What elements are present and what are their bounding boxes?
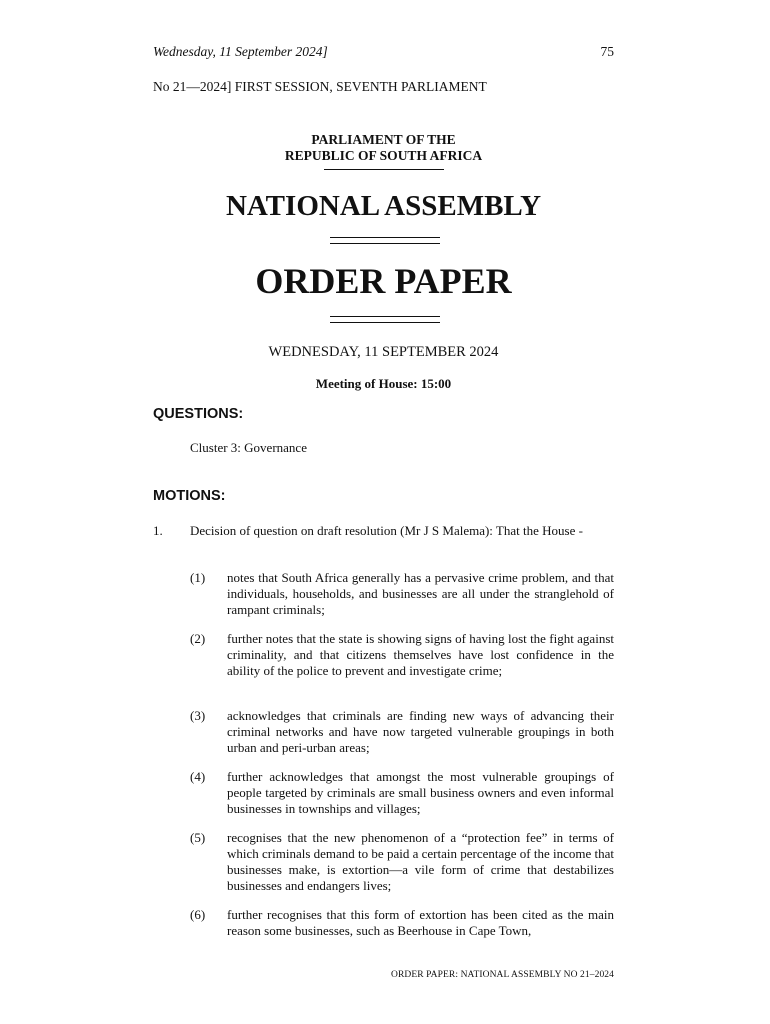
- double-rule: [330, 316, 440, 323]
- subitem-text: further acknowledges that amongst the most vulnerable groupings of people targeted by criminals are small business owners and even informal businesses in townships and villages;: [227, 769, 614, 816]
- subitem-number: (2): [190, 631, 206, 646]
- motion-item-intro: Decision of question on draft resolution (Mr J S Malema): That the House -: [190, 523, 583, 538]
- subitem-number: (4): [190, 769, 206, 784]
- motion-item-number: 1.: [153, 523, 163, 538]
- meeting-time: Meeting of House: 15:00: [315, 376, 452, 391]
- subitem-text: further recognises that this form of extortion has been cited as the main reason some businesses, such as Beerhouse in Cape Town,: [227, 907, 614, 938]
- parliament-heading: [153, 132, 614, 170]
- page-footer: ORDER PAPER: NATIONAL ASSEMBLY NO 21–2024: [391, 970, 614, 980]
- parliament-line-2: REPUBLIC OF SOUTH AFRICA: [284, 148, 483, 163]
- subitem-text: acknowledges that criminals are finding new ways of advancing their criminal networks and have now targeted vulnerable groupings in both urban and peri-urban areas;: [227, 708, 614, 755]
- session-line: No 21—2024] FIRST SESSION, SEVENTH PARLIAMENT: [153, 79, 487, 94]
- subitem-text: notes that South Africa generally has a pervasive crime problem, and that individuals, households, and businesses are all under the stranglehold of rampant criminals;: [227, 570, 614, 617]
- house-title: NATIONAL ASSEMBLY: [225, 190, 542, 222]
- subitem-number: (6): [190, 907, 206, 922]
- double-rule: [330, 237, 440, 244]
- sitting-date: WEDNESDAY, 11 SEPTEMBER 2024: [268, 344, 499, 360]
- subitem-number: (3): [190, 708, 206, 723]
- heading-rule: [324, 169, 444, 170]
- questions-heading: QUESTIONS:: [153, 406, 244, 422]
- document-title: ORDER PAPER: [255, 261, 512, 301]
- page-number: 75: [600, 44, 614, 59]
- parliament-line-1: PARLIAMENT OF THE: [311, 132, 456, 147]
- running-head: [153, 44, 614, 60]
- subitem-text: recognises that the new phenomenon of a “protection fee” in terms of which criminals demand to be paid a certain percentage of the income that businesses make, is extortion—a vile form of crime that destabilizes businesses and endangers lives;: [227, 830, 614, 893]
- subitem-number: (1): [190, 570, 206, 585]
- subitem-number: (5): [190, 830, 206, 845]
- running-head-date: Wednesday, 11 September 2024]: [153, 44, 328, 59]
- questions-cluster: Cluster 3: Governance: [190, 440, 307, 455]
- subitem-text: further notes that the state is showing signs of having lost the fight against criminality, and that citizens themselves have lost confidence in the ability of the police to prevent and investigate crime;: [227, 631, 614, 678]
- motions-heading: MOTIONS:: [153, 488, 226, 504]
